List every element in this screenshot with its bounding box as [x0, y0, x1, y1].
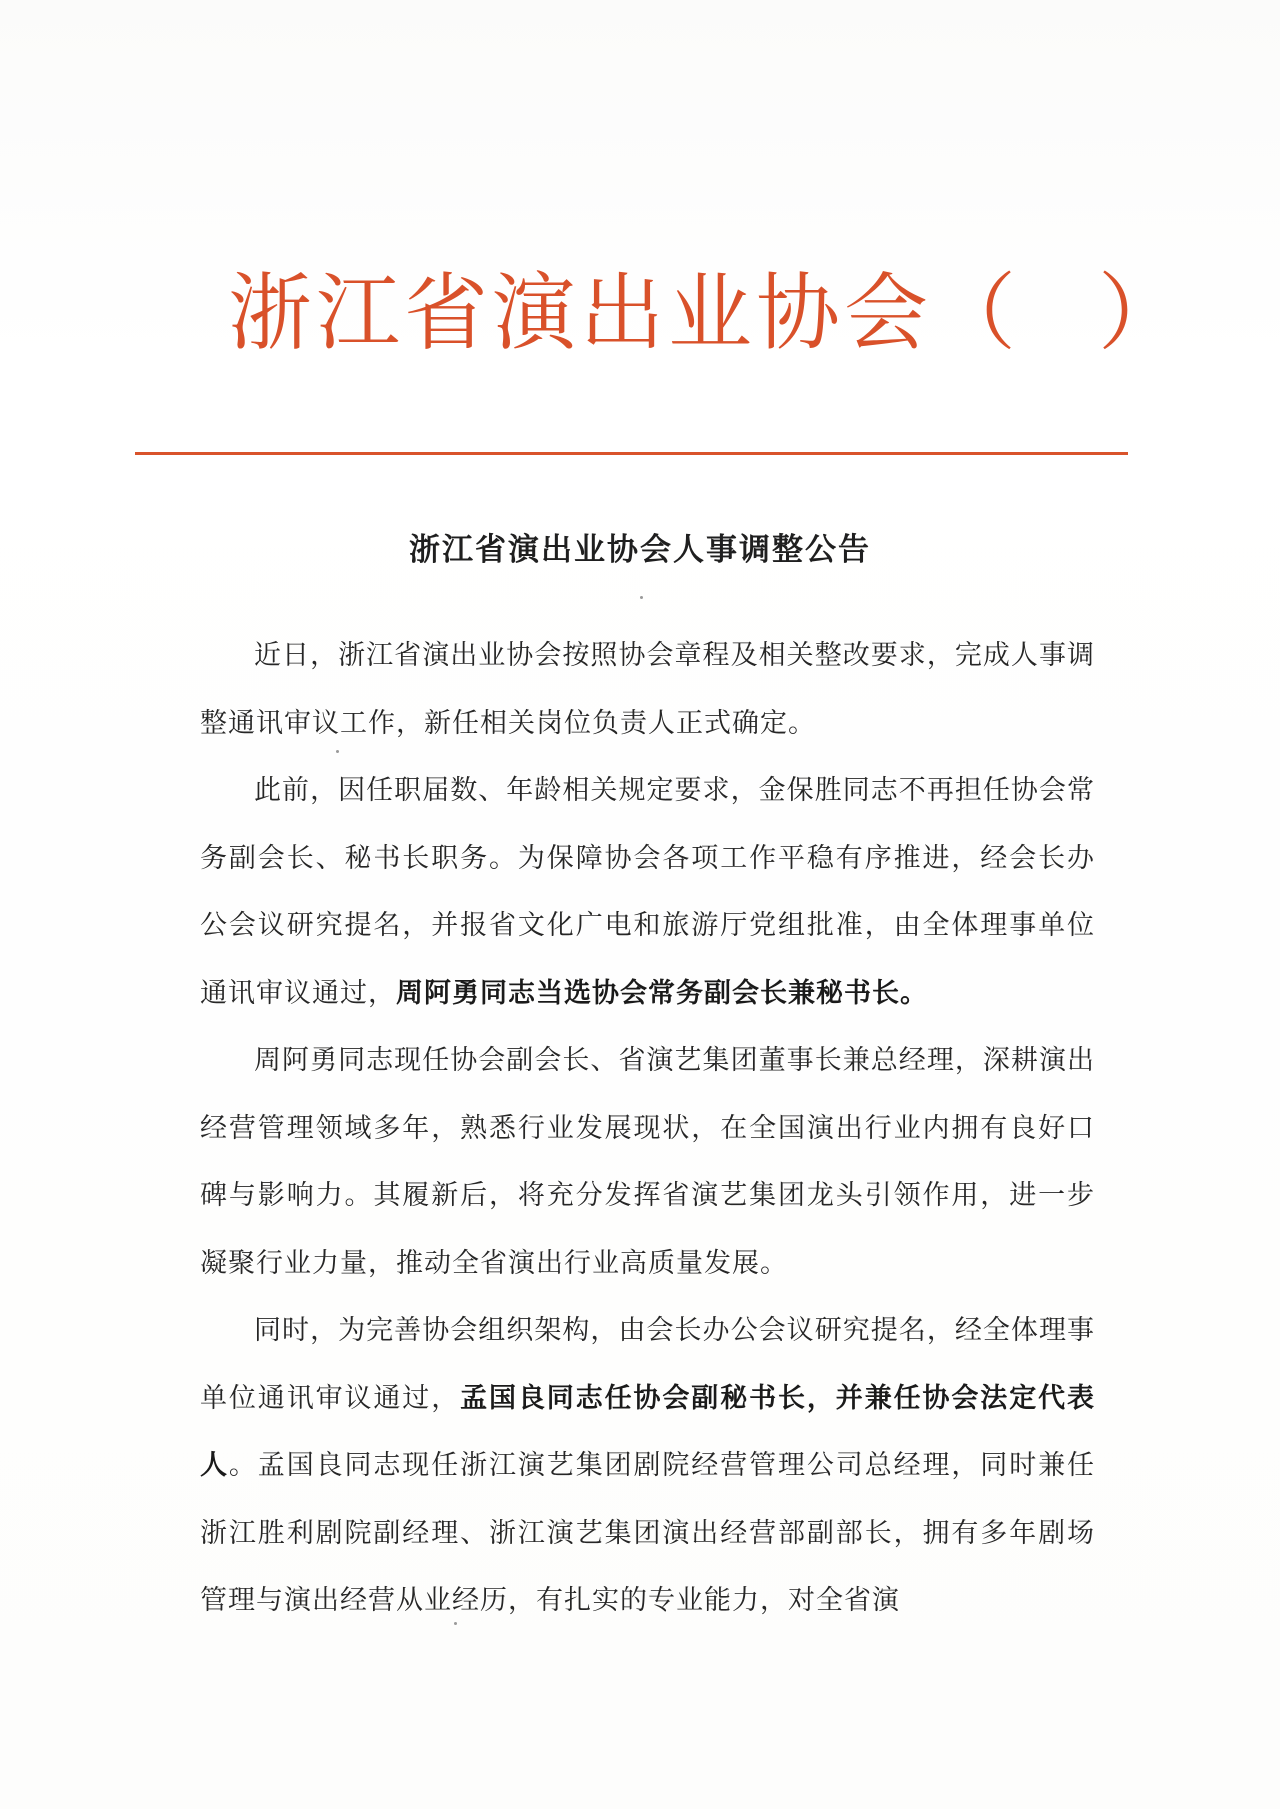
paragraph-3-text: 周阿勇同志现任协会副会长、省演艺集团董事长兼总经理，深耕演出经营管理领域多年，熟悉行业发展现状，在全国演出行业内拥有良好口碑与影响力。其履新后，将充分发挥省演艺集团龙头引领作用，进一步凝聚行业力量，推动全省演出行业高质量发展。	[200, 1045, 1095, 1279]
letterhead-paren-open: （	[932, 264, 1021, 362]
paragraph-2-bold-appointment: 周阿勇同志当选协会常务副会长兼秘书长。	[396, 977, 928, 1009]
paragraph-2-text: 此前，因任职届数、年龄相关规定要求，金保胜同志不再担任协会常务副会长、秘书长职务。为保障协会各项工作平稳有序推进，经会长办公会议研究提名，并报省文化广电和旅游厅党组批准，由全体理事单位通讯审议通过，	[200, 775, 1095, 1009]
letterhead-red-rule	[135, 452, 1128, 455]
letterhead-org-name: 浙江省演出业协会	[228, 264, 933, 362]
document-title: 浙江省演出业协会人事调整公告	[409, 532, 871, 568]
paragraph-4-text: 同时，为完善协会组织架构，由会长办公会议研究提名，经全体理事单位通讯审议通过，	[200, 1315, 1095, 1414]
paragraph-4	[200, 1297, 1095, 1635]
paper-speck	[454, 1622, 457, 1625]
letterhead-paren-close: ）	[1098, 264, 1187, 362]
letterhead-title	[228, 258, 1187, 368]
paragraph-1	[200, 622, 1095, 757]
document-body	[200, 622, 1095, 1635]
paragraph-4-bold-appointment: 孟国良同志任协会副秘书长，并兼任协会法定代表人	[200, 1382, 1096, 1481]
paper-speck	[336, 750, 339, 753]
paragraph-3	[200, 1027, 1095, 1297]
paper-speck	[640, 596, 643, 599]
paragraph-1-text: 近日，浙江省演出业协会按照协会章程及相关整改要求，完成人事调整通讯审议工作，新任相关岗位负责人正式确定。	[200, 640, 1095, 739]
paragraph-4-text-continued: 。孟国良同志现任浙江演艺集团剧院经营管理公司总经理，同时兼任浙江胜利剧院副经理、浙江演艺集团演出经营部副部长，拥有多年剧场管理与演出经营从业经历，有扎实的专业能力，对全省演	[200, 1450, 1096, 1616]
paragraph-2	[200, 757, 1095, 1027]
